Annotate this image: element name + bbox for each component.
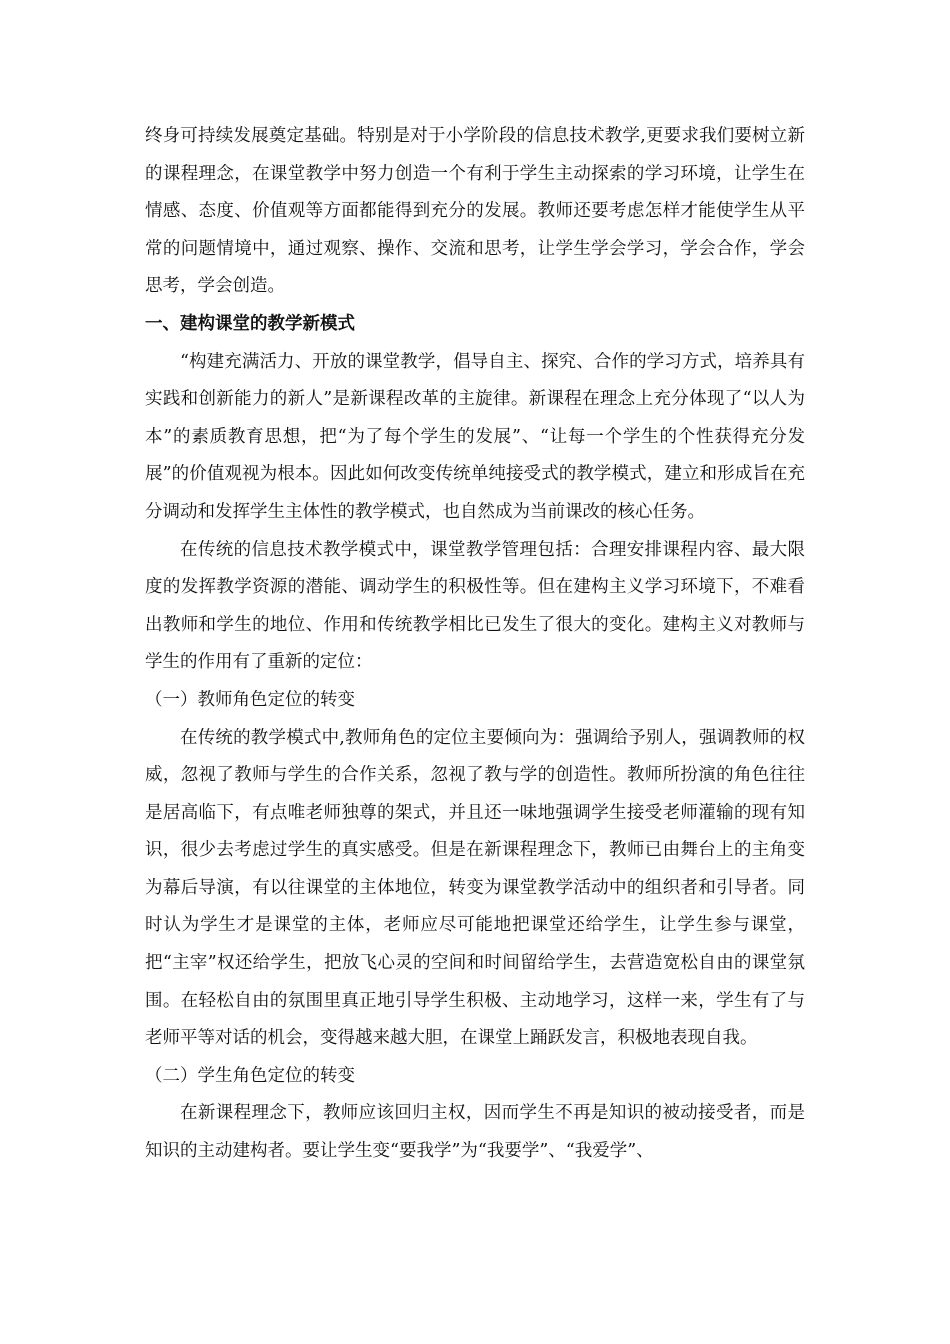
paragraph-teacher-role: 在传统的教学模式中,教师角色的定位主要倾向为：强调给予别人，强调教师的权威，忽视了教师与学生的合作关系，忽视了教与学的创造性。教师所扮演的角色往往是居高临下，有点唯老师独尊的架式，并且还一味地强调学生接受老师灌输的现有知识，很少去考虑过学生的真实感受。但是在新课程理念下，教师已由舞台上的主角变为幕后导演，有以往课堂的主体地位，转变为课堂教学活动中的组织者和引导者。同时认为学生才是课堂的主体，老师应尽可能地把课堂还给学生，让学生参与课堂，把“主宰”权还给学生，把放飞心灵的空间和时间留给学生，去营造宽松自由的课堂氛围。在轻松自由的氛围里真正地引导学生积极、主动地学习，这样一来，学生有了与老师平等对话的机会，变得越来越大胆，在课堂上踊跃发言，积极地表现自我。: [145, 727, 805, 1049]
paragraph-intro: 终身可持续发展奠定基础。特别是对于小学阶段的信息技术教学,更要求我们要树立新的课程理念，在课堂教学中努力创造一个有利于学生主动探索的学习环境，让学生在情感、态度、价值观等方面都能得到充分的发展。教师还要考虑怎样才能使学生从平常的问题情境中，通过观察、操作、交流和思考，让学生学会学习，学会合作，学会思考，学会创造。: [145, 126, 805, 297]
paragraph-traditional-mode: 在传统的信息技术教学模式中，课堂教学管理包括：合理安排课程内容、最大限度的发挥教学资源的潜能、调动学生的积极性等。但在建构主义学习环境下，不难看出教师和学生的地位、作用和传统教学相比已发生了很大的变化。建构主义对教师与学生的作用有了重新的定位：: [145, 539, 805, 673]
paragraph-student-role: 在新课程理念下，教师应该回归主权，因而学生不再是知识的被动接受者，而是知识的主动建构者。要让学生变“要我学”为“我要学”、“我爱学”、: [145, 1103, 805, 1162]
section-heading-1: 一、建构课堂的教学新模式: [145, 313, 355, 334]
subheading-teacher-role: （一）教师角色定位的转变: [145, 689, 355, 710]
subheading-student-role: （二）学生角色定位的转变: [145, 1065, 355, 1086]
document-page: [145, 118, 805, 1171]
paragraph-new-curriculum: “构建充满活力、开放的课堂教学，倡导自主、探究、合作的学习方式，培养具有实践和创新能力的新人”是新课程改革的主旋律。新课程在理念上充分体现了“以人为本”的素质教育思想，把“为了每个学生的发展”、“让每一个学生的个性获得充分发展”的价值观视为根本。因此如何改变传统单纯接受式的教学模式，建立和形成旨在充分调动和发挥学生主体性的教学模式，也自然成为当前课改的核心任务。: [145, 351, 805, 522]
